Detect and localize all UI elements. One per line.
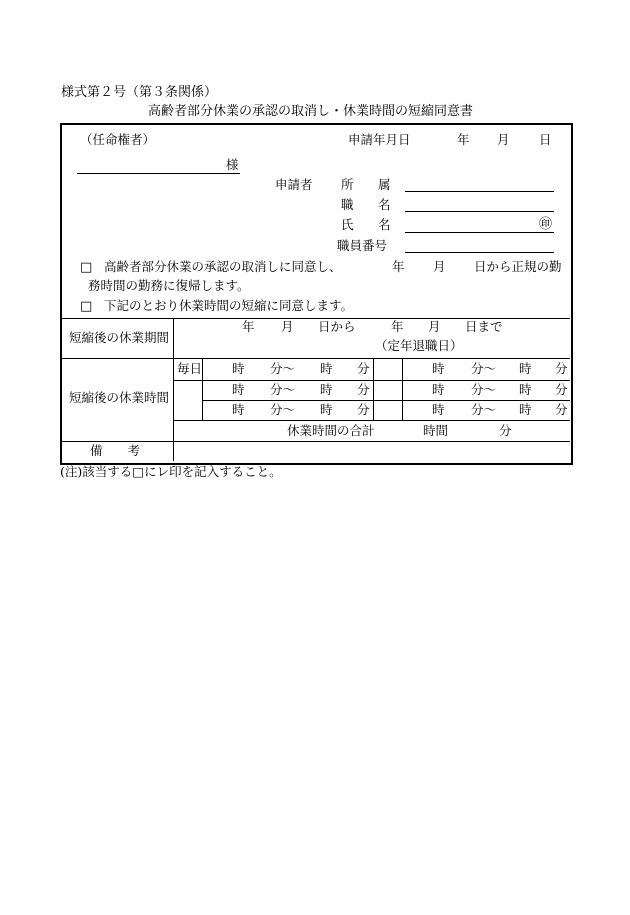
application-date-day: 日 <box>539 132 552 147</box>
seal-icon: ㊞ <box>539 217 553 232</box>
field-staff-number: 職員番号 <box>337 238 388 253</box>
form-title: 高齢者部分休業の承認の取消し・休業時間の短縮同意書 <box>148 104 474 119</box>
middle-divider-left <box>373 358 374 420</box>
field-affiliation-a: 所 <box>341 177 354 192</box>
daily-label: 毎日 <box>177 361 203 376</box>
period-bottom-line <box>61 358 570 359</box>
period-end-month: 月 <box>428 319 441 334</box>
retirement-date-label: （定年退職日） <box>375 338 463 353</box>
period-end-day: 日まで <box>465 319 503 334</box>
time-row3-right-minute-from: 分～ <box>471 402 497 417</box>
time-row3-right-hour2: 時 <box>519 402 532 417</box>
total-minutes: 分 <box>499 423 512 438</box>
period-end-year: 年 <box>391 319 404 334</box>
time-row2-left-hour2: 時 <box>320 382 333 397</box>
option1-month: 月 <box>433 259 446 274</box>
time-total-line <box>61 441 570 442</box>
total-label: 休業時間の合計 <box>287 423 375 438</box>
time-row3-right-minute: 分 <box>555 402 568 417</box>
staff-number-input-line[interactable] <box>405 252 554 253</box>
time-row3-line <box>174 420 570 421</box>
label-column-divider <box>173 318 174 441</box>
remarks-label-divider <box>173 441 174 461</box>
form-frame <box>60 123 573 465</box>
option1-year: 年 <box>392 259 405 274</box>
time-row2-left-hour: 時 <box>232 382 245 397</box>
appointer-label: （任命権者） <box>80 132 156 147</box>
option2-text: 下記のとおり休業時間の短縮に同意します。 <box>104 298 354 313</box>
middle-divider-right <box>402 358 403 420</box>
checkbox-option1[interactable]: □ <box>80 260 93 275</box>
field-position-a: 職 <box>341 197 354 212</box>
time-row2-right-hour2: 時 <box>519 382 532 397</box>
field-name-b: 名 <box>378 217 391 232</box>
time-row2-left-minute-from: 分～ <box>270 382 296 397</box>
affiliation-input-line[interactable] <box>405 191 554 192</box>
time-row1-right-minute: 分 <box>555 361 568 376</box>
time-row3-left-hour: 時 <box>232 402 245 417</box>
honorific: 様 <box>226 157 239 172</box>
field-affiliation-b: 属 <box>378 177 391 192</box>
time-row2-left-minute: 分 <box>357 382 370 397</box>
footnote: (注)該当する□にレ印を記入すること。 <box>60 464 282 479</box>
time-row2-line <box>202 400 570 401</box>
applicant-label: 申請者 <box>275 177 313 192</box>
time-row3-right-hour: 時 <box>432 402 445 417</box>
daily-column-divider <box>202 358 203 420</box>
field-position-b: 名 <box>378 197 391 212</box>
option1-text-line2: 務時間の勤務に復帰します。 <box>88 278 250 293</box>
period-start-month: 月 <box>281 319 294 334</box>
time-row1-line <box>174 380 570 381</box>
time-row3-left-minute-from: 分～ <box>270 402 296 417</box>
time-row3-left-hour2: 時 <box>320 402 333 417</box>
time-label: 短縮後の休業時間 <box>69 390 170 405</box>
application-date-month: 月 <box>497 132 510 147</box>
time-row1-left-hour2: 時 <box>320 361 333 376</box>
form-number: 様式第２号（第３条関係） <box>61 85 218 100</box>
option1-tail: 日から正規の勤 <box>474 259 562 274</box>
time-row1-right-hour2: 時 <box>519 361 532 376</box>
time-row1-left-minute: 分 <box>357 361 370 376</box>
time-row1-left-minute-from: 分～ <box>270 361 296 376</box>
time-row1-right-minute-from: 分～ <box>471 361 497 376</box>
time-row2-right-minute: 分 <box>555 382 568 397</box>
period-start-day: 日から <box>318 319 356 334</box>
remarks-label: 備 考 <box>90 443 141 458</box>
time-row2-right-hour: 時 <box>432 382 445 397</box>
name-input-line[interactable] <box>405 232 554 233</box>
field-name-a: 氏 <box>341 217 354 232</box>
application-date-label: 申請年月日 <box>348 132 411 147</box>
option1-text-a: 高齢者部分休業の承認の取消しに同意し、 <box>104 259 342 274</box>
period-label: 短縮後の休業期間 <box>69 330 170 345</box>
total-hours: 時間 <box>423 423 449 438</box>
position-input-line[interactable] <box>405 211 554 212</box>
application-date-year: 年 <box>457 132 470 147</box>
period-start-year: 年 <box>242 319 255 334</box>
appointer-underline <box>77 173 240 174</box>
time-row2-right-minute-from: 分～ <box>471 382 497 397</box>
time-row3-left-minute: 分 <box>357 402 370 417</box>
checkbox-option2[interactable]: □ <box>80 299 93 314</box>
time-row1-left-hour: 時 <box>232 361 245 376</box>
time-row1-right-hour: 時 <box>432 361 445 376</box>
